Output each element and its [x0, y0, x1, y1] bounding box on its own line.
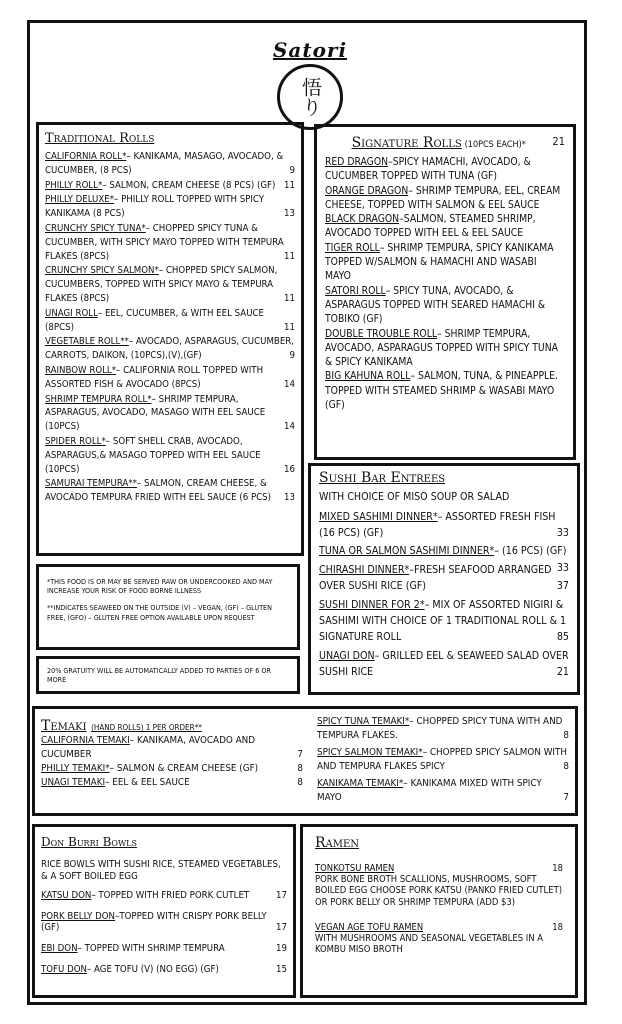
- traditional-roll-item: [45, 393, 295, 434]
- traditional-roll-item: [45, 264, 295, 305]
- signature-roll-item-name: RED DRAGON: [325, 156, 389, 168]
- traditional-roll-item-description: – CALIFORNIA ROLL TOPPED WITH ASSORTED FISH & AVOCADO (8PCS): [45, 364, 264, 390]
- traditional-roll-item: [45, 364, 295, 392]
- signature-rolls-list: [325, 155, 565, 412]
- traditional-roll-item-description: – CHOPPED SPICY SALMON, CUCUMBERS, TOPPED WITH SPICY MAYO & TEMPURA FLAKES (8PCS): [45, 265, 278, 304]
- signature-roll-item-name: BIG KAHUNA ROLL: [325, 370, 411, 383]
- entrees-heading: Sushi Bar Entrees: [319, 470, 446, 486]
- temaki-item-name: PHILLY TEMAKI*: [41, 763, 110, 774]
- temaki-item-price: 8: [563, 730, 569, 741]
- donburi-item-name: PORK BELLY DON: [41, 910, 116, 922]
- donburi-item: [41, 964, 287, 976]
- gratuity-note: 20% GRATUITY WILL BE AUTOMATICALLY ADDED TO PARTIES OF 6 OR MORE: [47, 666, 271, 685]
- traditional-roll-item-name: CRUNCHY SPICY TUNA*: [45, 222, 146, 234]
- donburi-item-price: 19: [276, 942, 287, 954]
- entree-item-name: CHIRASHI DINNER*: [319, 563, 410, 576]
- ramen-item: [315, 863, 563, 908]
- ramen-list: [315, 863, 563, 955]
- ramen-heading: Ramen: [315, 835, 360, 851]
- temaki-left-column: [41, 715, 303, 808]
- temaki-note: (HAND ROLLS) 1 PER ORDER**: [91, 723, 202, 732]
- entrees-list: [319, 509, 569, 681]
- entree-item-name: UNAGI DON: [319, 649, 375, 662]
- traditional-roll-item-description: – SHRIMP TEMPURA, ASPARAGUS, AVOCADO, MASAGO WITH EEL SAUCE (10PCS): [45, 393, 266, 433]
- signature-roll-item: [325, 327, 565, 370]
- signature-roll-item-name: DOUBLE TROUBLE ROLL: [325, 327, 438, 340]
- traditional-roll-item-name: CRUNCHY SPICY SALMON*: [45, 265, 159, 277]
- entree-item-description: – MIX OF ASSORTED NIGIRI & SASHIMI WITH CHOICE OF 1 TRADITIONAL ROLL & 1 SIGNATURE ROLL: [319, 598, 567, 644]
- entree-item: [319, 509, 569, 542]
- entree-item-price: 33: [556, 561, 569, 574]
- temaki-item-price: 7: [297, 749, 303, 760]
- entree-item-name: TUNA OR SALMON SASHIMI DINNER*: [319, 545, 495, 558]
- temaki-columns: [41, 715, 569, 808]
- temaki-item-name: SPICY SALMON TEMAKI*: [317, 747, 423, 758]
- traditional-roll-item-name: UNAGI ROLL: [45, 307, 98, 319]
- donburi-item: [41, 890, 287, 902]
- temaki-item-name: SPICY TUNA TEMAKI*: [317, 716, 410, 727]
- temaki-section: [32, 706, 578, 816]
- donburi-section: [32, 824, 296, 998]
- ramen-item-description: WITH MUSHROOMS AND SEASONAL VEGETABLES IN A KOMBU MISO BROTH: [315, 933, 543, 956]
- signature-roll-item-name: ORANGE DRAGON: [325, 184, 409, 197]
- signature-roll-item-description: – SHRIMP TEMPURA, AVOCADO, ASPARAGUS TOPPED WITH SPICY TUNA & SPICY KANIKAMA: [325, 327, 558, 369]
- traditional-roll-item-name: RAINBOW ROLL*: [45, 364, 117, 376]
- signature-rolls-note: (10PCS EACH)*: [464, 140, 526, 150]
- traditional-roll-item-price: 11: [284, 250, 295, 262]
- donburi-item-price: 17: [276, 890, 287, 902]
- logo-title: Satori: [272, 38, 348, 62]
- ramen-item-name: VEGAN AGE TOFU RAMEN: [315, 921, 424, 933]
- traditional-roll-item: [45, 307, 295, 335]
- signature-roll-item: [325, 184, 565, 213]
- donburi-intro: RICE BOWLS WITH SUSHI RICE, STEAMED VEGETABLES, & A SOFT BOILED EGG: [41, 859, 281, 882]
- signature-roll-item-description: –SPICY HAMACHI, AVOCADO, & CUCUMBER TOPPED WITH TUNA (GF): [325, 156, 531, 183]
- traditional-roll-item-description: – CHOPPED SPICY TUNA & CUCUMBER, WITH SPICY MAYO TOPPED WITH TEMPURA FLAKES (8PCS): [45, 222, 284, 262]
- traditional-roll-item-description: – KANIKAMA, MASAGO, AVOCADO, & CUCUMBER, (8 PCS): [45, 151, 284, 176]
- temaki-heading: Temaki: [41, 718, 87, 734]
- donburi-item-description: – TOPPED WITH SHRIMP TEMPURA: [77, 942, 225, 954]
- entree-item: [319, 562, 569, 595]
- temaki-item: [317, 715, 569, 743]
- entree-item-price: 33: [556, 527, 569, 539]
- donburi-item-price: 17: [276, 922, 287, 934]
- traditional-roll-item-price: 16: [284, 463, 295, 475]
- temaki-item-description: – SALMON & CREAM CHEESE (GF): [109, 763, 259, 774]
- donburi-item: [41, 943, 287, 955]
- entree-item: [319, 597, 569, 646]
- temaki-item-name: CALIFORNIA TEMAKI: [41, 735, 130, 746]
- traditional-roll-item-description: – SALMON, CREAM CHEESE (8 PCS) (GF): [102, 179, 276, 191]
- traditional-roll-item-name: SAMURAI TEMPURA**: [45, 478, 137, 490]
- seaweed-note: **INDICATES SEAWEED ON THE OUTSIDE (V) – VEGAN, (GF) – GLUTEN FREE, (GFO) – GLUTEN FREE OPTION AVAILABLE UPON REQUEST: [47, 603, 272, 622]
- ramen-item-description: PORK BONE BROTH SCALLIONS, MUSHROOMS, SOFT BOILED EGG CHOOSE PORK KATSU (PANKO FRIED CUTLET) OR PORK BELLY OR SHRIMP TEMPURA (ADD $3): [315, 874, 563, 908]
- temaki-item-description: – KANIKAMA MIXED WITH SPICY MAYO: [317, 778, 542, 803]
- temaki-item: [317, 777, 569, 805]
- donburi-item: [41, 911, 287, 934]
- temaki-item: [41, 776, 303, 790]
- entree-item-name: MIXED SASHIMI DINNER*: [319, 510, 438, 523]
- temaki-item-description: – CHOPPED SPICY TUNA WITH AND TEMPURA FLAKES.: [317, 716, 563, 741]
- traditional-roll-item-description: – AVOCADO, ASPARAGUS, CUCUMBER, CARROTS, DAIKON, (10PCS),(V),(GF): [45, 336, 295, 362]
- temaki-item-description: – CHOPPED SPICY SALMON WITH AND TEMPURA FLAKES SPICY: [317, 747, 568, 772]
- donburi-list: [41, 890, 287, 975]
- logo: [262, 38, 358, 130]
- donburi-item-name: KATSU DON: [41, 890, 92, 902]
- signature-roll-item-description: – SHRIMP TEMPURA, SPICY KANIKAMA TOPPED W/SALMON & HAMACHI AND WASABI MAYO: [325, 241, 554, 283]
- entree-item: [319, 648, 569, 681]
- temaki-item-name: UNAGI TEMAKI: [41, 777, 106, 788]
- raw-food-note: *THIS FOOD IS OR MAY BE SERVED RAW OR UNDERCOOKED AND MAY INCREASE YOUR RISK OF FOOD BORNE ILLNESS: [47, 577, 273, 596]
- signature-roll-item-description: – SPICY TUNA, AVOCADO, & ASPARAGUS TOPPED WITH SEARED HAMACHI & TOBIKO (GF): [325, 284, 546, 326]
- ramen-item: [315, 922, 563, 956]
- traditional-roll-item-price: 14: [284, 421, 295, 433]
- traditional-roll-item-price: 11: [284, 321, 295, 333]
- traditional-roll-item-description: – EEL, CUCUMBER, & WITH EEL SAUCE (8PCS): [45, 307, 265, 333]
- signature-roll-item: [325, 284, 565, 327]
- traditional-rolls-section: [36, 122, 304, 556]
- entree-item-name: SUSHI DINNER FOR 2*: [319, 598, 425, 611]
- traditional-roll-item-price: 11: [284, 179, 295, 191]
- traditional-roll-item-price: 13: [284, 208, 295, 220]
- sushi-bar-entrees-section: [308, 463, 580, 695]
- donburi-item-name: TOFU DON: [41, 963, 87, 975]
- entrees-subheading: WITH CHOICE OF MISO SOUP OR SALAD: [319, 491, 510, 503]
- traditional-roll-item: [45, 477, 295, 505]
- allergy-notes-box: [36, 564, 300, 650]
- traditional-roll-item-price: 11: [284, 292, 295, 304]
- donburi-item-name: EBI DON: [41, 942, 78, 954]
- logo-glyph: 悟り: [298, 77, 323, 117]
- traditional-roll-item: [45, 435, 295, 476]
- ramen-item-price: 18: [552, 921, 563, 933]
- signature-roll-item-name: BLACK DRAGON: [325, 213, 400, 226]
- temaki-item-price: 8: [563, 761, 569, 772]
- donburi-heading: Don Burri Bowls: [41, 835, 137, 849]
- signature-roll-item-description: – SALMON, TUNA, & PINEAPPLE. TOPPED WITH STEAMED SHRIMP & WASABI MAYO (GF): [325, 370, 558, 412]
- signature-roll-item-name: TIGER ROLL: [325, 241, 380, 254]
- signature-rolls-section: [314, 124, 576, 460]
- signature-roll-item-name: SATORI ROLL: [325, 284, 386, 297]
- entree-item-price: 37: [556, 580, 569, 593]
- traditional-roll-item: [45, 335, 295, 363]
- entree-item-description: –FRESH SEAFOOD ARRANGED OVER SUSHI RICE (GF): [319, 563, 552, 593]
- temaki-list-right: [317, 715, 569, 805]
- signature-roll-item: [325, 155, 565, 184]
- donburi-item-description: – TOPPED WITH FRIED PORK CUTLET: [91, 890, 250, 902]
- traditional-roll-item-name: CALIFORNIA ROLL*: [45, 151, 127, 162]
- temaki-list-left: [41, 734, 303, 790]
- temaki-item-price: 7: [563, 792, 569, 803]
- traditional-roll-item-name: VEGETABLE ROLL**: [45, 336, 129, 348]
- temaki-item: [41, 762, 303, 776]
- signature-rolls-header: [325, 135, 565, 151]
- donburi-item-description: –TOPPED WITH CRISPY PORK BELLY (GF): [41, 910, 267, 934]
- traditional-roll-item-price: 14: [284, 378, 295, 390]
- temaki-item-name: KANIKAMA TEMAKI*: [317, 778, 404, 789]
- gratuity-box: [36, 656, 300, 694]
- traditional-roll-item-price: 9: [289, 350, 295, 362]
- traditional-roll-item-description: – SOFT SHELL CRAB, AVOCADO, ASPARAGUS,& MASAGO TOPPED WITH EEL SAUCE (10PCS): [45, 435, 261, 475]
- traditional-roll-item-description: – PHILLY ROLL TOPPED WITH SPICY KANIKAMA (8 PCS): [45, 194, 265, 220]
- temaki-header: [41, 715, 303, 734]
- entree-item-description: – ASSORTED FRESH FISH (16 PCS) (GF): [319, 510, 556, 539]
- traditional-roll-item: [45, 179, 295, 193]
- donburi-item-price: 15: [276, 963, 287, 975]
- temaki-item: [317, 746, 569, 774]
- ramen-item-price: 18: [552, 863, 563, 874]
- signature-roll-item-description: – SHRIMP TEMPURA, EEL, CREAM CHEESE, TOPPED WITH SALMON & EEL SAUCE: [325, 184, 561, 211]
- traditional-rolls-list: [45, 150, 295, 505]
- signature-roll-item: [325, 212, 565, 241]
- temaki-item: [41, 734, 303, 762]
- traditional-roll-item-name: PHILLY DELUXE*: [45, 194, 115, 206]
- signature-roll-item: [325, 369, 565, 412]
- temaki-item-price: 8: [297, 763, 303, 774]
- traditional-roll-item: [45, 222, 295, 263]
- traditional-roll-item: [45, 150, 295, 178]
- traditional-roll-item: [45, 193, 295, 221]
- traditional-roll-item-price: 13: [284, 492, 295, 504]
- entree-item-description: – (16 PCS) (GF): [494, 545, 567, 558]
- ramen-section: [300, 824, 578, 998]
- donburi-item-description: – AGE TOFU (V) (NO EGG) (GF): [86, 963, 219, 975]
- traditional-roll-item-description: – SALMON, CREAM CHEESE, & AVOCADO TEMPURA FRIED WITH EEL SAUCE (6 PCS): [45, 478, 272, 504]
- traditional-roll-item-name: SHRIMP TEMPURA ROLL*: [45, 393, 152, 405]
- signature-rolls-price: 21: [552, 135, 565, 148]
- traditional-roll-item-price: 9: [289, 164, 295, 176]
- ramen-item-name: TONKOTSU RAMEN: [315, 863, 395, 874]
- temaki-item-description: – KANIKAMA, AVOCADO AND CUCUMBER: [41, 735, 255, 760]
- entree-item-price: 21: [556, 666, 569, 679]
- signature-roll-item-description: –SALMON, STEAMED SHRIMP, AVOCADO TOPPED WITH EEL & EEL SAUCE: [325, 213, 536, 240]
- logo-emblem-icon: [277, 64, 343, 130]
- traditional-roll-item-name: PHILLY ROLL*: [45, 179, 103, 191]
- signature-rolls-heading: Signature Rolls: [351, 135, 462, 151]
- traditional-roll-item-name: SPIDER ROLL*: [45, 435, 106, 447]
- temaki-item-description: – EEL & EEL SAUCE: [105, 777, 190, 788]
- entree-item-price: 85: [556, 631, 569, 644]
- signature-roll-item: [325, 241, 565, 284]
- entree-item-description: – GRILLED EEL & SEAWEED SALAD OVER SUSHI RICE: [319, 649, 569, 679]
- temaki-item-price: 8: [297, 777, 303, 788]
- traditional-rolls-heading: Traditional Rolls: [45, 131, 155, 146]
- temaki-right-column: [317, 715, 569, 808]
